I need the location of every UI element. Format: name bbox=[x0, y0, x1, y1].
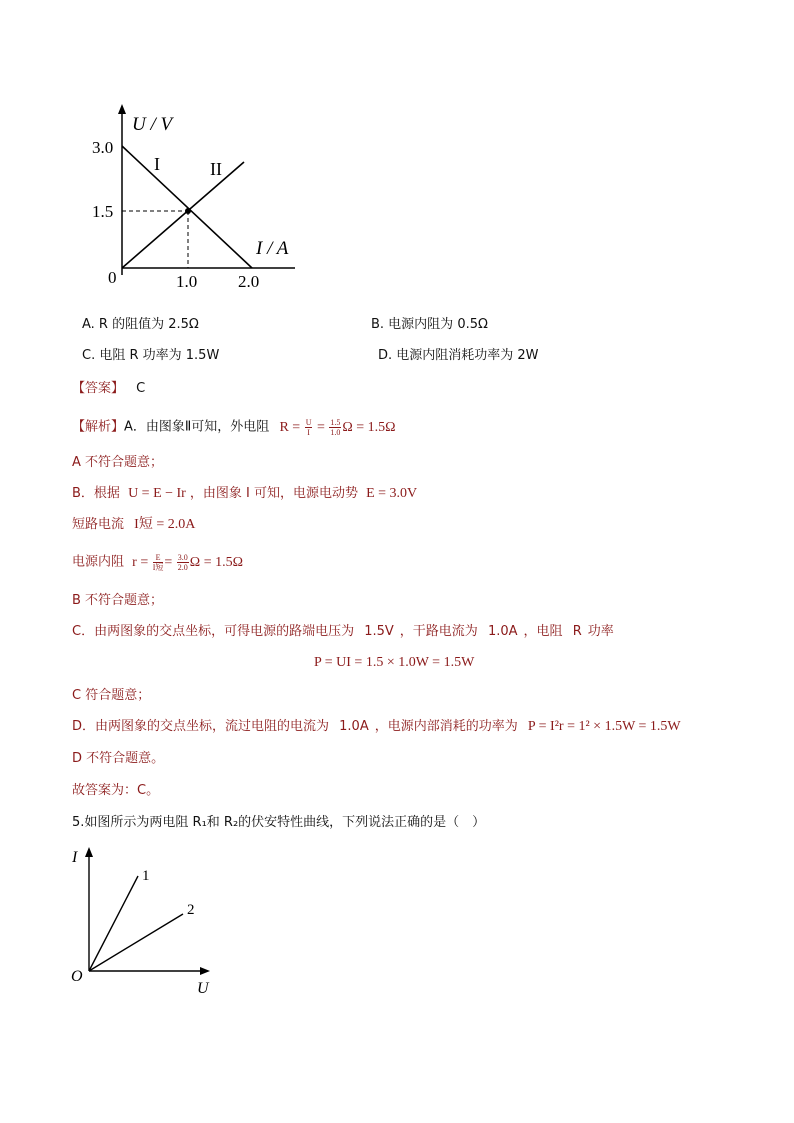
eq-b-frac2: $\frac{3.0}{2.0}$ bbox=[177, 553, 188, 572]
u-axis-arrow bbox=[200, 967, 210, 975]
ui-graph bbox=[90, 100, 320, 300]
option-b: B. 电源内阻为 0.5Ω bbox=[371, 317, 488, 332]
analysis-a-conclusion: A 不符合题意； bbox=[72, 455, 164, 470]
eq-a-frac1: $\frac{U}{I}$ bbox=[305, 418, 312, 437]
analysis-a-text: A．由图象Ⅱ可知，外电阻 bbox=[124, 419, 270, 435]
line-II-label: II bbox=[210, 159, 222, 179]
final-answer: 故答案为：C。 bbox=[72, 783, 160, 798]
eq-a-left: R = bbox=[279, 419, 301, 435]
eq-d: P = I²r = 1² × 1.5W = 1.5W bbox=[527, 719, 681, 734]
line-1-label: 1 bbox=[142, 868, 150, 884]
i-axis-label: I bbox=[72, 849, 78, 866]
intersection-point bbox=[185, 208, 191, 214]
answer-label: 【答案】 bbox=[72, 381, 125, 396]
answer-value: C bbox=[136, 381, 146, 396]
x-tick-2: 2.0 bbox=[238, 272, 260, 291]
answer-line bbox=[72, 381, 145, 397]
analysis-b: B．根据 U = E − Ir ，由图象 I 可知，电源电动势 E = 3.0V bbox=[72, 486, 418, 501]
analysis-label: 【解析】 bbox=[72, 419, 125, 435]
question-5: 5.如图所示为两电阻 R₁和 R₂的伏安特性曲线，下列说法正确的是（ ） bbox=[72, 815, 486, 830]
analysis-b-internal: 电源内阻 r = $\frac{E}{\text{I短}}$ = $\frac{3.0}{2.0}$ Ω = 1.5Ω bbox=[72, 553, 244, 572]
eq-a-frac2: $\frac{1.5}{1.0}$ bbox=[330, 418, 341, 437]
eq-b-frac1: $\frac{E}{\text{I短}}$ bbox=[152, 553, 164, 572]
x-axis-label: I / A bbox=[256, 238, 289, 259]
eq-a-mid: = bbox=[316, 419, 325, 435]
iu-graph bbox=[66, 840, 226, 1000]
eq-b1: U = E − Ir bbox=[128, 486, 186, 501]
y-axis-arrow bbox=[118, 104, 126, 114]
analysis-a bbox=[72, 418, 396, 437]
y-tick-3: 3.0 bbox=[92, 138, 114, 157]
x-tick-1: 1.0 bbox=[176, 272, 198, 291]
eq-a-right: Ω = 1.5Ω bbox=[342, 419, 396, 435]
y-axis-label: U / V bbox=[132, 114, 173, 135]
analysis-d-conclusion: D 不符合题意。 bbox=[72, 751, 165, 766]
analysis-c: C．由两图象的交点坐标，可得电源的路端电压为 1.5V ，干路电流为 1.0A ，电阻 R 功率 bbox=[72, 624, 614, 639]
eq-b-short: I短 = 2.0A bbox=[134, 517, 196, 532]
option-d: D. 电源内阻消耗功率为 2W bbox=[378, 348, 539, 363]
analysis-b-conclusion: B 不符合题意； bbox=[72, 593, 164, 608]
eq-c: P = UI = 1.5 × 1.0W = 1.5W bbox=[314, 655, 475, 670]
y-tick-1-5: 1.5 bbox=[92, 202, 114, 221]
line-II bbox=[122, 162, 244, 268]
i-axis-arrow bbox=[85, 847, 93, 857]
u-axis-label: U bbox=[197, 980, 209, 997]
option-c: C. 电阻 R 功率为 1.5W bbox=[82, 348, 220, 363]
analysis-b-short: 短路电流 I短 = 2.0A bbox=[72, 517, 196, 532]
option-a: A. R 的阻值为 2.5Ω bbox=[82, 317, 199, 332]
analysis-d: D．由两图象的交点坐标，流过电阻的电流为 1.0A ，电源内部消耗的功率为 P = I²r = 1² × 1.5W = 1.5W bbox=[72, 719, 681, 734]
origin-label: 0 bbox=[108, 268, 117, 287]
line-I-label: I bbox=[154, 154, 160, 174]
eq-b2: E = 3.0V bbox=[366, 486, 418, 501]
analysis-c-conclusion: C 符合题意； bbox=[72, 688, 151, 703]
line-I bbox=[122, 146, 252, 268]
origin-label-2: O bbox=[71, 968, 83, 985]
line-2-label: 2 bbox=[187, 902, 195, 918]
